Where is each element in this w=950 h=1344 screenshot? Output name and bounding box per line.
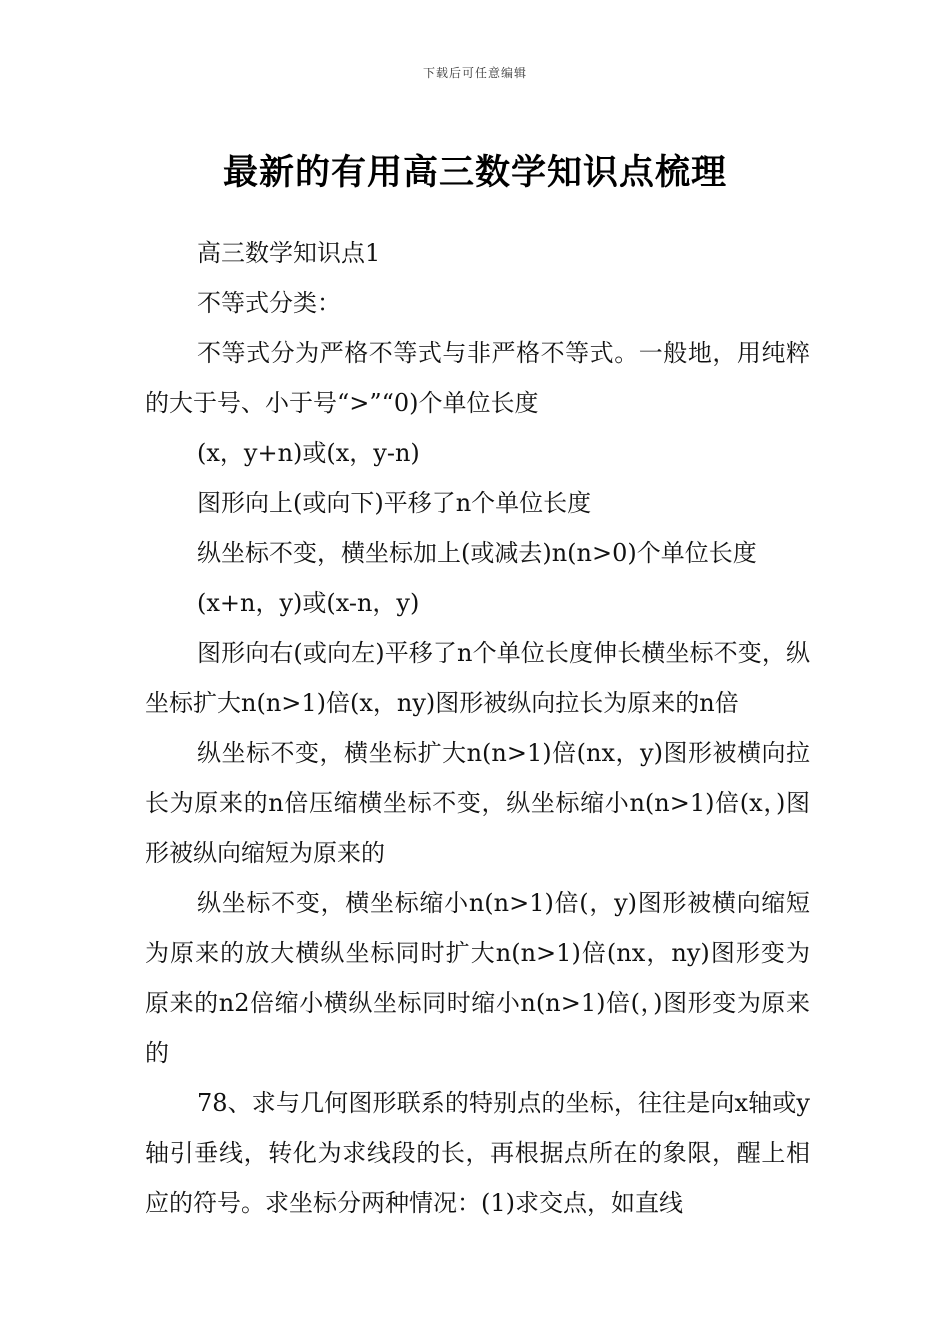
paragraph: 不等式分为严格不等式与非严格不等式。一般地，用纯粹的大于号、小于号“>”“0)个单位长度 (145, 339, 810, 417)
paragraph: 不等式分类： (197, 289, 341, 317)
paragraph: 图形向上(或向下)平移了n个单位长度 (197, 489, 592, 517)
paragraph: (x+n，y)或(x-n，y) (197, 589, 420, 617)
paragraph: 纵坐标不变，横坐标缩小n(n>1)倍(，y)图形被横向缩短为原来的放大横纵坐标同时扩大n(n>1)倍(nx，ny)图形变为原来的n2倍缩小横纵坐标同时缩小n(n>1)倍(，)图形变为原来的 (145, 889, 810, 1067)
document-title: 最新的有用高三数学知识点梳理 (222, 153, 727, 194)
paragraph: 图形向右(或向左)平移了n个单位长度伸长横坐标不变，纵坐标扩大n(n>1)倍(x，ny)图形被纵向拉长为原来的n倍 (145, 639, 810, 717)
paragraph: 纵坐标不变，横坐标加上(或减去)n(n>0)个单位长度 (197, 539, 757, 567)
document-body (145, 228, 810, 1228)
section-heading: 高三数学知识点1 (197, 239, 381, 267)
paragraph: 纵坐标不变，横坐标扩大n(n>1)倍(nx，y)图形被横向拉长为原来的n倍压缩横坐标不变，纵坐标缩小n(n>1)倍(x，)图形被纵向缩短为原来的 (145, 739, 810, 867)
page-header-note: 下载后可任意编辑 (422, 66, 527, 80)
paragraph: (x，y+n)或(x，y-n) (197, 439, 420, 467)
paragraph: 78、求与几何图形联系的特别点的坐标，往往是向x轴或y轴引垂线，转化为求线段的长，再根据点所在的象限，醒上相应的符号。求坐标分两种情况：(1)求交点，如直线 (145, 1089, 810, 1217)
